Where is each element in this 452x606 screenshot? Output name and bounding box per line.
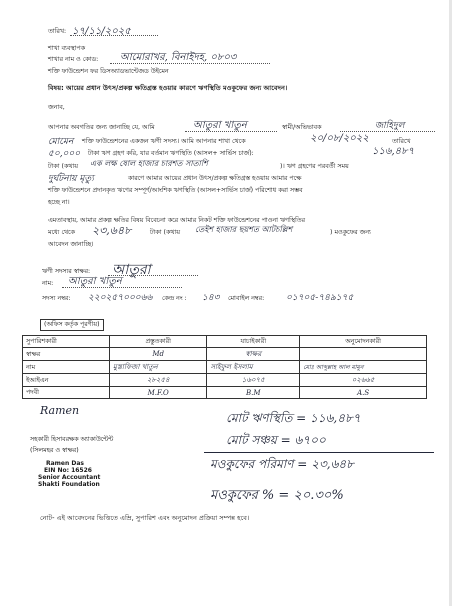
office-heading: (অফিস কর্তৃক পূরণীয়) — [40, 319, 104, 331]
body-text: তারিখে — [392, 138, 411, 145]
table-cell: মুস্তাফিজা খাতুন — [110, 361, 207, 374]
branch-value: আমোরাখর, বিনাইদহ, ০৮০৩ — [120, 52, 237, 63]
row-label: স্বাক্ষর — [23, 348, 110, 361]
body-text: মধ্যে থেকে — [48, 229, 75, 236]
outstanding-words: এক লক্ষ ষোল হাজার চারশত সাতাশি — [90, 159, 208, 168]
table-row — [23, 387, 427, 399]
loan-date: ২০/০৮/২০২২ — [310, 133, 369, 144]
table-cell: ২৮২৫৪ — [110, 374, 207, 387]
stamp-org: Shakti Foundation — [38, 481, 100, 488]
name-line — [185, 131, 277, 132]
salutation: জনাব, — [48, 104, 65, 111]
body-text: আবেদন জানাচ্ছি। — [48, 241, 94, 248]
accountant-seal-label: (সিলমহর ও স্বাক্ষর) — [30, 447, 79, 454]
addressee: শাখা ব্যবস্থাপক — [48, 45, 86, 52]
body-text: শক্তি ফাউন্ডেশনের একজন ঋণী সদস্য। আমি আপনার শাখা থেকে — [82, 138, 246, 145]
date-line — [70, 35, 158, 36]
calc-outstanding: মোট ঋণস্থিতি = ১১৬,৪৮৭ — [226, 411, 361, 425]
mobile-label: মোবাইল নম্বর: — [228, 295, 265, 302]
center-label: কেন্দ্র নং : — [162, 295, 187, 302]
stamp-name: Ramen Das — [46, 460, 84, 467]
branch-line — [110, 63, 270, 64]
applicant-name: আতুরা খাতুন — [193, 120, 247, 131]
table-header: সুপারিশকারী — [23, 336, 110, 348]
subject: বিষয়: আয়ের প্রধান উৎস/প্রকল্প ক্ষতিগ্রস্ত হওয়ার কারণে ঋণস্থিতি মওকুফের জন্য আবেদন। — [48, 84, 288, 92]
stamp-title: Senior Accountant — [38, 474, 101, 481]
table-row — [23, 361, 427, 374]
body-text: কারণে আমার আয়ের প্রধান উৎস/প্রকল্প ক্ষতিগ্রস্ত হওয়ায় আমার পক্ষে — [128, 175, 302, 182]
table-cell — [300, 348, 427, 361]
table-cell: B.M — [207, 387, 300, 399]
member-signature-label: ঋণী সদস্যর স্বাক্ষর: — [42, 268, 91, 275]
table-header-row — [23, 336, 427, 348]
body-text: স্বামী/অভিভাবক — [282, 124, 322, 131]
body-text: ) মওকুফের জন্য — [330, 229, 371, 236]
table-cell: স্বাক্ষর — [207, 348, 300, 361]
calc-rule — [204, 452, 434, 453]
table-row — [23, 374, 427, 387]
table-cell: মোঃ আব্দুল্লাহ আল মামুন — [300, 361, 427, 374]
row-label: নাম — [23, 361, 110, 374]
table-header: প্রস্তুতকারী — [110, 336, 207, 348]
waive-amount: ২৩,৬৪৮ — [92, 224, 132, 237]
outstanding-amount: ১১৬,৪৮৭ — [372, 146, 415, 157]
waive-words: তেইশ হাজার ছয়শত আটচল্লিশ — [195, 225, 293, 234]
table-cell: Md — [110, 348, 207, 361]
body-text: এমতাবস্থায়, আমার প্রকল্প ক্ষতির বিষয় বিবেচনা করে আমার নিকট শক্তি ফাউন্ডেশনের পাওনা ঋণস্থিতির — [48, 217, 305, 224]
row-label: পদবী — [23, 387, 110, 399]
body-text: টাকা ঋণ গ্রহণ করি, যার বর্তমান ঋণস্থিতি (আসল+ সার্ভিস চার্জ): — [88, 150, 254, 157]
body-text: টাকা (কথায় — [150, 229, 180, 236]
center-no: ১৪৩ — [202, 293, 220, 303]
member-no: ২২০২৫৭০০০৬৬ — [88, 293, 153, 303]
loan-amount: ৫০,০০০ — [48, 149, 81, 159]
calc-savings: মোট সঞ্চয় = ৬৭০০ — [226, 433, 326, 447]
accountant-label: সহকারী হিসাবরক্ষক অ্যাকাউন্টেন্ট — [30, 436, 114, 443]
footer-note: নোট- এই আবেদনের ভিত্তিতে এম্রি, সুপারিশ এবং অনুমোদন প্রক্রিয়া সম্পন্ন হবে। — [40, 514, 250, 522]
member-no-label: সদস্য নম্বর: — [42, 295, 71, 302]
guardian-name-cont: মোমেন — [48, 137, 74, 147]
damage-reason: দুর্ঘটনায় মৃত্যু — [48, 174, 94, 184]
member-name-label: নাম: — [42, 280, 54, 287]
table-cell: ১৬০৭৫ — [207, 374, 300, 387]
row-label: ইআইএন — [23, 374, 110, 387]
verification-table — [22, 335, 427, 399]
table-cell: সাইফুল ইসলাম — [207, 361, 300, 374]
accountant-signature: Ramen — [40, 404, 80, 417]
calc-waive-percent: মওকুফের % = ২০.৩০% — [210, 488, 344, 503]
organization-name: শক্তি ফাউন্ডেশন ফর ডিসঅ্যাডভান্টেজড উইমেন — [48, 68, 169, 75]
table-header: অনুমোদনকারী — [300, 336, 427, 348]
stamp-ein: EIN No: 16526 — [44, 467, 92, 474]
table-cell: A.S — [300, 387, 427, 399]
body-text: হচ্ছে না। — [48, 199, 70, 206]
date-value: ১৭/১১/২০২৫ — [72, 26, 131, 37]
table-row — [23, 348, 427, 361]
mobile-no: ০১৭০৫-৭৪৯১৭৫ — [286, 293, 354, 303]
body-text: আপনার অবগতির জন্য জানাচ্ছি যে, আমি — [48, 124, 155, 131]
calc-waive-amount: মওকুফের পরিমাণ = ২৩,৬৪৮ — [210, 457, 354, 471]
date-label: তারিখ: — [48, 28, 67, 35]
table-cell: ০২৬৬৫ — [300, 374, 427, 387]
table-header: যাচাইকারী — [207, 336, 300, 348]
member-name-line — [62, 287, 182, 288]
member-name: আতুরা খাতুন — [68, 276, 122, 287]
branch-label: শাখার নাম ও কোড: — [48, 56, 99, 63]
body-text: টাকা (কথায় — [48, 163, 78, 170]
guardian-name: জাহিদুল — [375, 121, 405, 131]
table-cell: M.F.O — [110, 387, 207, 399]
body-text: শক্তি ফাউন্ডেশনে প্রদানকৃত ঋণের সম্পূর্ণ/আংশিক ঋণস্থিতি (আসল+সার্ভিস চার্জ) পরিশোধ করা সম্ভব — [48, 187, 303, 194]
member-signature: আতুরা — [112, 262, 151, 278]
body-text: )। ঋণ গ্রহণের পরবর্তী সময় — [280, 163, 349, 170]
